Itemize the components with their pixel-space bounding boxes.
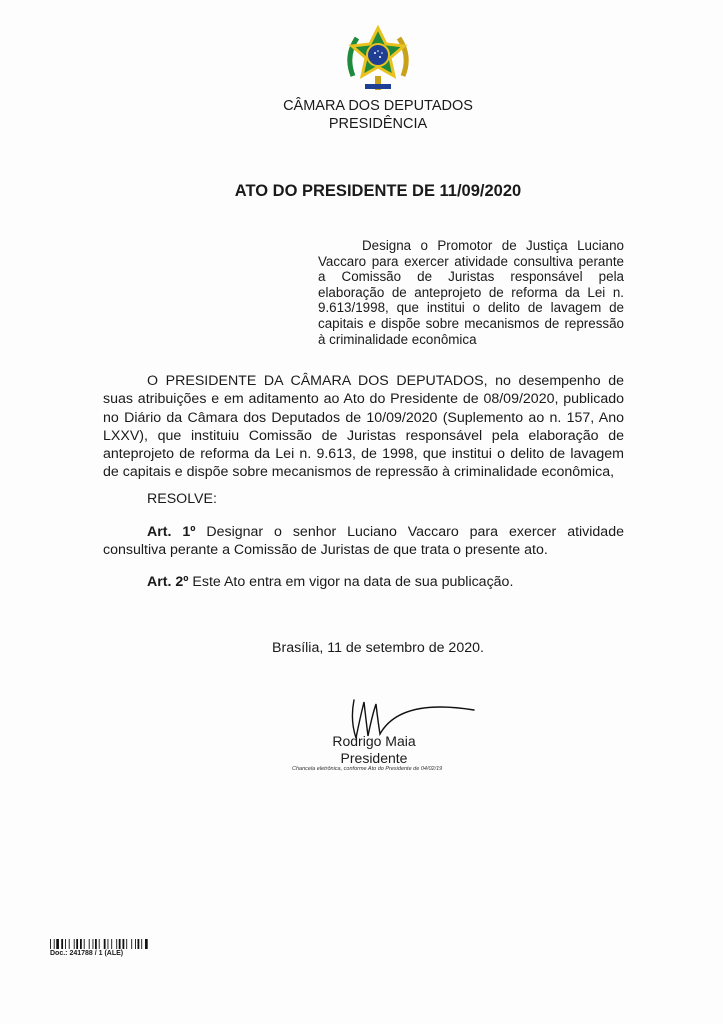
act-title: ATO DO PRESIDENTE DE 11/09/2020 <box>234 182 522 200</box>
signatory-role: Presidente <box>340 750 408 766</box>
article-1-label: Art. 1º <box>147 524 196 540</box>
article-1-text: Designar o senhor Luciano Vaccaro para exercer atividade consultiva perante a Comissão de Juristas de que trata o presente ato. <box>103 524 624 559</box>
document-id: Doc.: 241788 / 1 (ALE) <box>50 950 124 957</box>
barcode <box>50 939 180 949</box>
place-and-date: Brasília, 11 de setembro de 2020. <box>272 640 484 656</box>
resolve-heading: RESOLVE: <box>147 491 217 507</box>
institution-name: CÂMARA DOS DEPUTADOS <box>283 98 473 114</box>
article-2-text: Este Ato entra em vigor na data de sua publicação. <box>188 574 514 590</box>
article-2-label: Art. 2º <box>147 574 189 590</box>
article-2 <box>147 573 624 591</box>
brazil-coat-of-arms-icon <box>343 24 413 94</box>
electronic-seal-note: Chancela eletrônica, conforme Ato do Presidente de 04/02/19 <box>292 766 443 772</box>
signatory-name: Rodrigo Maia <box>332 733 416 749</box>
office-name: PRESIDÊNCIA <box>328 116 428 132</box>
preamble-paragraph: O PRESIDENTE DA CÂMARA DOS DEPUTADOS, no desempenho de suas atribuições e em aditamento ao Ato do Presidente de 08/09/2020, publicado no Diário da Câmara dos Deputados de 10/09/2020 (Suplemento ao n. 157, Ano LXXV), que instituiu Comissão de Juristas responsável pela elaboração de anteprojeto de reforma da Lei n. 9.613, de 1998, que institui o delito de lavagem de capitais e dispõe sobre mecanismos de repressão à criminalidade econômica, <box>103 373 624 481</box>
article-1 <box>103 523 624 560</box>
act-summary: Designa o Promotor de Justiça Luciano Vaccaro para exercer atividade consultiva perante a Comissão de Juristas responsável pela elaboração de anteprojeto de reforma da Lei n. 9.613/1998, que institui o delito de lavagem de capitais e dispõe sobre mecanismos de repressão à criminalidade econômica <box>318 238 624 347</box>
